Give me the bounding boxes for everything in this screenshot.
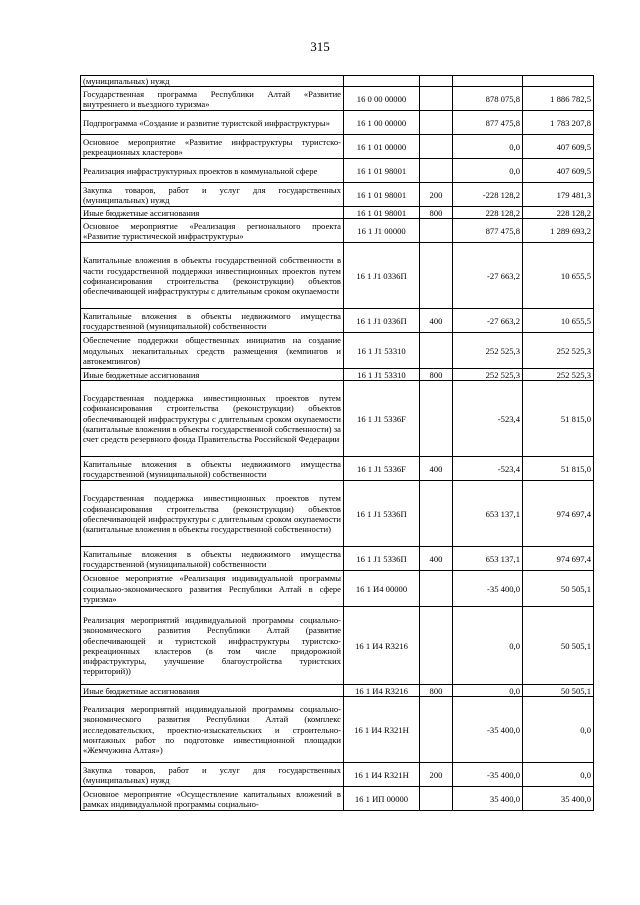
row-amount-total-cell: 228 128,2: [523, 207, 594, 219]
row-amount-total-cell: 179 481,3: [523, 183, 594, 207]
row-expense-type-cell: 800: [420, 369, 453, 381]
row-amount-change-cell: 653 137,1: [453, 547, 523, 571]
row-name-cell: Основное мероприятие «Реализация индивидуальной программы социально-экономического развития Республики Алтай в сфере туризма»: [81, 571, 344, 607]
table-row: [81, 481, 594, 547]
table-row: [81, 685, 594, 697]
row-amount-total-cell: [523, 76, 594, 87]
row-amount-change-cell: 0,0: [453, 159, 523, 183]
row-amount-total-cell: 35 400,0: [523, 787, 594, 811]
table-row: [81, 135, 594, 159]
table-row: [81, 369, 594, 381]
row-amount-change-cell: -27 663,2: [453, 243, 523, 309]
row-expense-type-cell: 200: [420, 183, 453, 207]
row-expense-type-cell: [420, 159, 453, 183]
row-code-cell: 16 1 J1 00000: [344, 219, 420, 243]
row-amount-total-cell: 407 609,5: [523, 159, 594, 183]
budget-table: [80, 75, 594, 811]
budget-table-body: [81, 76, 594, 811]
row-name-cell: Капитальные вложения в объекты недвижимого имущества государственной (муниципальной) собственности: [81, 547, 344, 571]
row-amount-total-cell: 1 886 782,5: [523, 87, 594, 111]
table-row: [81, 571, 594, 607]
table-row: [81, 159, 594, 183]
row-expense-type-cell: [420, 607, 453, 685]
row-amount-change-cell: -228 128,2: [453, 183, 523, 207]
row-name-cell: Реализация мероприятий индивидуальной программы социально-экономического развития Республики Алтай (развитие обеспечивающей и туристской инфраструктуры туристско-рекреационных кластеров (в том числе придорожной инфраструктуры, улучшение благоустройства туристских территорий)): [81, 607, 344, 685]
row-amount-total-cell: 0,0: [523, 697, 594, 763]
table-row: [81, 87, 594, 111]
table-row: [81, 207, 594, 219]
row-code-cell: 16 1 J1 5336П: [344, 481, 420, 547]
row-amount-total-cell: 10 655,5: [523, 243, 594, 309]
row-expense-type-cell: 200: [420, 763, 453, 787]
table-row: [81, 547, 594, 571]
row-expense-type-cell: [420, 135, 453, 159]
row-name-cell: Основное мероприятие «Развитие инфраструктуры туристско-рекреационных кластеров»: [81, 135, 344, 159]
table-row: [81, 111, 594, 135]
row-code-cell: 16 1 И4 R3216: [344, 607, 420, 685]
row-name-cell: Государственная поддержка инвестиционных проектов путем софинансирования строительства (реконструкции) объектов обеспечивающей инфраструктуры с длительным сроком окупаемости (капитальные вложения в объекты государственной собственности) за счет средств резервного фонда Правительства Российской Федерации: [81, 381, 344, 457]
row-name-cell: Иные бюджетные ассигнования: [81, 685, 344, 697]
row-name-cell: (муниципальных) нужд: [81, 76, 344, 87]
row-amount-total-cell: 407 609,5: [523, 135, 594, 159]
row-expense-type-cell: [420, 697, 453, 763]
row-name-cell: Закупка товаров, работ и услуг для государственных (муниципальных) нужд: [81, 183, 344, 207]
row-amount-change-cell: 252 525,3: [453, 369, 523, 381]
row-amount-change-cell: 35 400,0: [453, 787, 523, 811]
row-name-cell: Капитальные вложения в объекты государственной собственности в части государственной поддержки инвестиционных проектов путем софинансирования строительства (реконструкции) объектов обеспечивающей инфраструктуры с длительным сроком окупаемости: [81, 243, 344, 309]
row-code-cell: 16 1 И4 R321Н: [344, 697, 420, 763]
row-code-cell: 16 1 J1 53310: [344, 369, 420, 381]
table-row: [81, 243, 594, 309]
row-name-cell: Основное мероприятие «Осуществление капитальных вложений в рамках индивидуальной программы социально-: [81, 787, 344, 811]
row-expense-type-cell: [420, 243, 453, 309]
row-name-cell: Иные бюджетные ассигнования: [81, 369, 344, 381]
row-expense-type-cell: [420, 571, 453, 607]
row-amount-change-cell: 228 128,2: [453, 207, 523, 219]
row-code-cell: 16 1 И4 R321Н: [344, 763, 420, 787]
row-amount-total-cell: 0,0: [523, 763, 594, 787]
table-row: [81, 787, 594, 811]
row-code-cell: 16 1 00 00000: [344, 111, 420, 135]
row-name-cell: Капитальные вложения в объекты недвижимого имущества государственной (муниципальной) собственности: [81, 457, 344, 481]
row-code-cell: 16 1 J1 5336F: [344, 381, 420, 457]
table-row: [81, 697, 594, 763]
page-number: 315: [310, 39, 330, 54]
row-amount-change-cell: 0,0: [453, 685, 523, 697]
row-amount-change-cell: -523,4: [453, 457, 523, 481]
row-expense-type-cell: 400: [420, 309, 453, 333]
row-amount-total-cell: 50 505,1: [523, 571, 594, 607]
row-code-cell: 16 1 J1 0336П: [344, 243, 420, 309]
row-amount-total-cell: 974 697,4: [523, 481, 594, 547]
row-name-cell: Реализация инфраструктурных проектов в коммунальной сфере: [81, 159, 344, 183]
row-amount-change-cell: 0,0: [453, 135, 523, 159]
row-code-cell: 16 1 01 98001: [344, 159, 420, 183]
row-code-cell: 16 1 J1 5336П: [344, 547, 420, 571]
row-expense-type-cell: 400: [420, 457, 453, 481]
row-expense-type-cell: [420, 333, 453, 369]
row-code-cell: 16 1 J1 53310: [344, 333, 420, 369]
row-expense-type-cell: [420, 76, 453, 87]
row-expense-type-cell: [420, 381, 453, 457]
row-amount-change-cell: 252 525,3: [453, 333, 523, 369]
row-amount-change-cell: -35 400,0: [453, 697, 523, 763]
row-expense-type-cell: 800: [420, 685, 453, 697]
row-amount-total-cell: 51 815,0: [523, 457, 594, 481]
row-amount-change-cell: -523,4: [453, 381, 523, 457]
row-amount-total-cell: 252 525,3: [523, 333, 594, 369]
table-row: [81, 457, 594, 481]
row-amount-total-cell: 974 697,4: [523, 547, 594, 571]
row-expense-type-cell: [420, 111, 453, 135]
row-name-cell: Иные бюджетные ассигнования: [81, 207, 344, 219]
row-amount-total-cell: 1 289 693,2: [523, 219, 594, 243]
row-amount-total-cell: 50 505,1: [523, 607, 594, 685]
row-amount-total-cell: 50 505,1: [523, 685, 594, 697]
row-name-cell: Основное мероприятие «Реализация регионального проекта «Развитие туристической инфраструктуры»: [81, 219, 344, 243]
row-expense-type-cell: [420, 87, 453, 111]
table-row: [81, 333, 594, 369]
row-name-cell: Закупка товаров, работ и услуг для государственных (муниципальных) нужд: [81, 763, 344, 787]
row-code-cell: 16 1 J1 0336П: [344, 309, 420, 333]
table-row: [81, 607, 594, 685]
row-amount-total-cell: 51 815,0: [523, 381, 594, 457]
row-code-cell: 16 1 И4 R3216: [344, 685, 420, 697]
row-code-cell: 16 1 01 98001: [344, 183, 420, 207]
row-code-cell: 16 1 И4 00000: [344, 571, 420, 607]
row-code-cell: [344, 76, 420, 87]
row-code-cell: 16 1 ИП 00000: [344, 787, 420, 811]
table-row: [81, 309, 594, 333]
row-amount-change-cell: -35 400,0: [453, 763, 523, 787]
row-amount-change-cell: -27 663,2: [453, 309, 523, 333]
row-amount-change-cell: 877 475,8: [453, 111, 523, 135]
row-name-cell: Капитальные вложения в объекты недвижимого имущества государственной (муниципальной) собственности: [81, 309, 344, 333]
row-amount-change-cell: 0,0: [453, 607, 523, 685]
row-name-cell: Обеспечение поддержки общественных инициатив на создание модульных некапитальных средств размещения (кемпингов и автокемпингов): [81, 333, 344, 369]
row-amount-change-cell: -35 400,0: [453, 571, 523, 607]
table-row: [81, 763, 594, 787]
row-expense-type-cell: 400: [420, 547, 453, 571]
row-code-cell: 16 1 01 98001: [344, 207, 420, 219]
row-expense-type-cell: [420, 787, 453, 811]
row-code-cell: 16 0 00 00000: [344, 87, 420, 111]
row-expense-type-cell: 800: [420, 207, 453, 219]
table-row: [81, 381, 594, 457]
row-expense-type-cell: [420, 219, 453, 243]
row-name-cell: Государственная поддержка инвестиционных проектов путем софинансирования строительства (реконструкции) объектов обеспечивающей инфраструктуры с длительным сроком окупаемости (капитальные вложения в объекты государственной собственности): [81, 481, 344, 547]
row-amount-change-cell: 653 137,1: [453, 481, 523, 547]
row-name-cell: Реализация мероприятий индивидуальной программы социально-экономического развития Республики Алтай (комплекс исследовательских, проектно-изыскательских и строительно-монтажных работ по подготовке инвестиционной площадки «Жемчужина Алтая»): [81, 697, 344, 763]
row-amount-change-cell: 877 475,8: [453, 219, 523, 243]
row-name-cell: Государственная программа Республики Алтай «Развитие внутреннего и въездного туризма»: [81, 87, 344, 111]
row-code-cell: 16 1 01 00000: [344, 135, 420, 159]
row-expense-type-cell: [420, 481, 453, 547]
table-row: [81, 183, 594, 207]
row-name-cell: Подпрограмма «Создание и развитие туристской инфраструктуры»: [81, 111, 344, 135]
table-row: [81, 219, 594, 243]
row-amount-total-cell: 1 783 207,8: [523, 111, 594, 135]
row-amount-total-cell: 252 525,3: [523, 369, 594, 381]
row-amount-change-cell: [453, 76, 523, 87]
table-row: [81, 76, 594, 87]
row-amount-change-cell: 878 075,8: [453, 87, 523, 111]
row-amount-total-cell: 10 655,5: [523, 309, 594, 333]
row-code-cell: 16 1 J1 5336F: [344, 457, 420, 481]
